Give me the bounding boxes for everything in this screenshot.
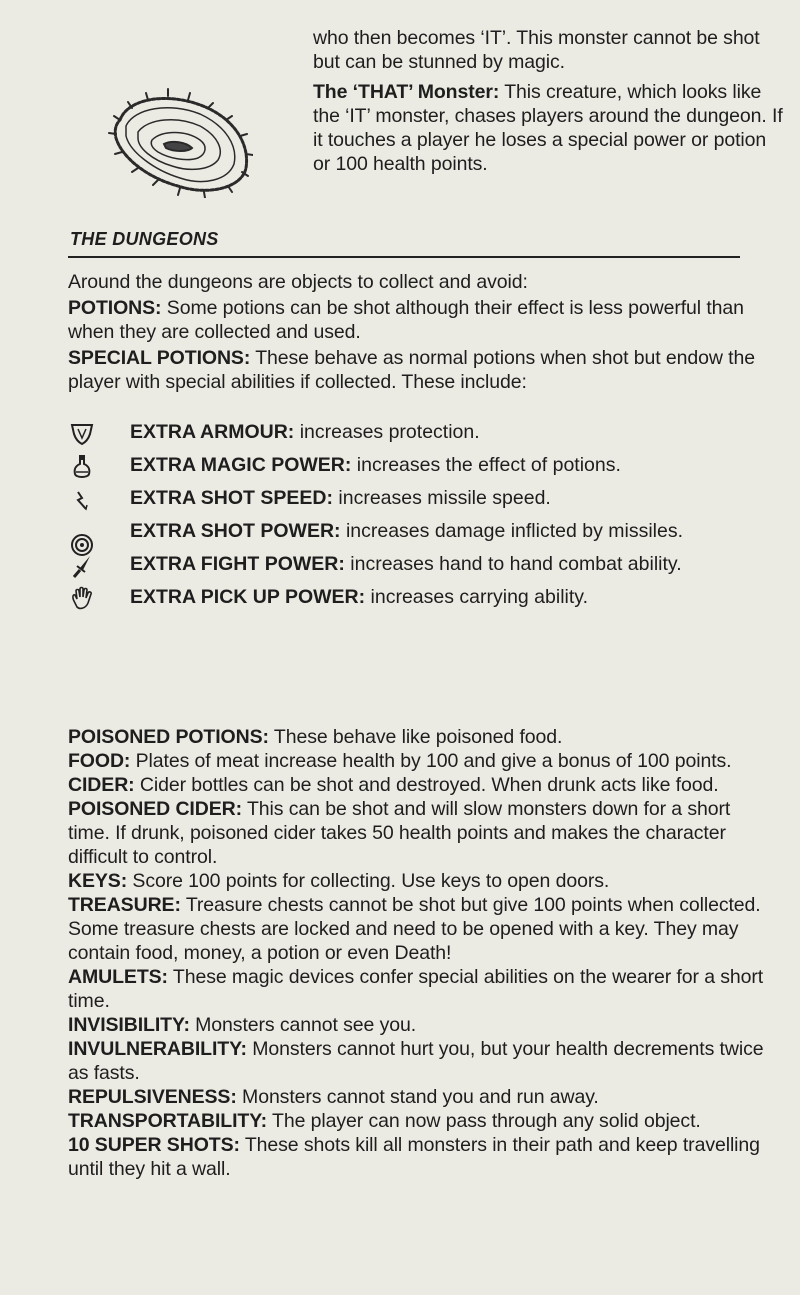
potions-title: POTIONS: bbox=[68, 297, 162, 319]
special-potions-paragraph bbox=[68, 346, 758, 394]
power-text: increases the effect of potions. bbox=[351, 454, 621, 476]
power-title: EXTRA PICK UP POWER: bbox=[130, 586, 366, 608]
item-text: The player can now pass through any solid object. bbox=[267, 1110, 701, 1132]
power-item bbox=[68, 585, 758, 609]
item-title: POISONED POTIONS: bbox=[68, 726, 269, 748]
power-title: EXTRA SHOT SPEED: bbox=[130, 487, 333, 509]
item-paragraph bbox=[68, 1109, 768, 1133]
item-paragraph bbox=[68, 1085, 768, 1109]
power-text: increases hand to hand combat ability. bbox=[344, 553, 682, 575]
item-paragraph bbox=[68, 1037, 768, 1085]
item-title: INVISIBILITY: bbox=[68, 1014, 190, 1036]
dungeons-intro bbox=[68, 270, 758, 394]
power-item bbox=[68, 486, 758, 510]
hand-icon bbox=[68, 585, 98, 611]
item-title: TRANSPORTABILITY: bbox=[68, 1110, 268, 1132]
power-item bbox=[68, 519, 758, 543]
power-text: increases carrying ability. bbox=[365, 586, 588, 608]
item-title: AMULETS: bbox=[68, 966, 168, 988]
that-monster-paragraph bbox=[313, 80, 783, 176]
items-list bbox=[68, 725, 768, 1181]
item-text: These behave like poisoned food. bbox=[268, 726, 563, 748]
item-title: INVULNERABILITY: bbox=[68, 1038, 247, 1060]
intro-paragraph: who then becomes ‘IT’. This monster cannot be shot but can be stunned by magic. bbox=[313, 27, 760, 73]
item-title: TREASURE: bbox=[68, 894, 181, 916]
special-potions-text: These behave as normal potions when shot but endow the player with special abilities if collected. These include: bbox=[68, 347, 755, 393]
item-paragraph bbox=[68, 797, 768, 869]
power-item bbox=[68, 552, 758, 576]
potions-paragraph bbox=[68, 296, 758, 344]
lightning-icon bbox=[68, 486, 98, 512]
item-text: These magic devices confer special abilities on the wearer for a short time. bbox=[68, 966, 764, 1012]
item-title: REPULSIVENESS: bbox=[68, 1086, 237, 1108]
special-powers-list bbox=[68, 420, 758, 618]
item-text: Score 100 points for collecting. Use keys to open doors. bbox=[127, 870, 610, 892]
item-paragraph bbox=[68, 725, 768, 749]
power-title: EXTRA ARMOUR: bbox=[130, 421, 295, 443]
potions-text: Some potions can be shot although their effect is less powerful than when they are collected and used. bbox=[68, 297, 744, 343]
item-text: Plates of meat increase health by 100 and give a bonus of 100 points. bbox=[130, 750, 732, 772]
item-text: These shots kill all monsters in their path and keep travelling until they hit a wall. bbox=[68, 1134, 760, 1180]
item-text: Monsters cannot stand you and run away. bbox=[236, 1086, 599, 1108]
item-title: FOOD: bbox=[68, 750, 131, 772]
that-monster-title: The ‘THAT’ Monster: bbox=[313, 81, 500, 103]
special-potions-title: SPECIAL POTIONS: bbox=[68, 347, 251, 369]
item-text: This can be shot and will slow monsters down for a short time. If drunk, poisoned cider takes 50 health points and makes the character difficult to control. bbox=[68, 798, 731, 868]
item-text: Monsters cannot hurt you, but your health decrements twice as fasts. bbox=[68, 1038, 764, 1084]
item-text: Cider bottles can be shot and destroyed. When drunk acts like food. bbox=[134, 774, 719, 796]
intro-text bbox=[313, 26, 783, 182]
section-heading: THE DUNGEONS bbox=[70, 229, 219, 249]
objects-lead: Around the dungeons are objects to collect and avoid: bbox=[68, 271, 528, 293]
shield-icon bbox=[68, 420, 98, 446]
sword-icon bbox=[68, 552, 98, 578]
power-text: increases damage inflicted by missiles. bbox=[340, 520, 684, 542]
item-title: CIDER: bbox=[68, 774, 135, 796]
that-monster-text: This creature, which looks like the ‘IT’ monster, chases players around the dungeon. If it touches a player he loses a special power or potion or 100 health points. bbox=[313, 81, 783, 175]
item-paragraph bbox=[68, 893, 768, 965]
that-monster-illustration bbox=[108, 88, 253, 198]
item-title: POISONED CIDER: bbox=[68, 798, 243, 820]
power-title: EXTRA MAGIC POWER: bbox=[130, 454, 352, 476]
item-paragraph bbox=[68, 869, 768, 893]
item-paragraph bbox=[68, 965, 768, 1013]
power-title: EXTRA SHOT POWER: bbox=[130, 520, 341, 542]
power-item bbox=[68, 420, 758, 444]
item-title: 10 SUPER SHOTS: bbox=[68, 1134, 240, 1156]
power-text: increases missile speed. bbox=[332, 487, 551, 509]
power-text: increases protection. bbox=[294, 421, 480, 443]
item-paragraph bbox=[68, 773, 768, 797]
item-title: KEYS: bbox=[68, 870, 128, 892]
power-item bbox=[68, 453, 758, 477]
potion-flask-icon bbox=[68, 453, 98, 479]
power-title: EXTRA FIGHT POWER: bbox=[130, 553, 345, 575]
section-rule bbox=[68, 256, 740, 258]
item-paragraph bbox=[68, 1013, 768, 1037]
item-text: Treasure chests cannot be shot but give 100 points when collected. Some treasure chests are locked and need to be opened with a key. They may contain food, money, a potion or even Death! bbox=[68, 894, 761, 964]
item-paragraph bbox=[68, 1133, 768, 1181]
item-paragraph bbox=[68, 749, 768, 773]
item-text: Monsters cannot see you. bbox=[189, 1014, 417, 1036]
